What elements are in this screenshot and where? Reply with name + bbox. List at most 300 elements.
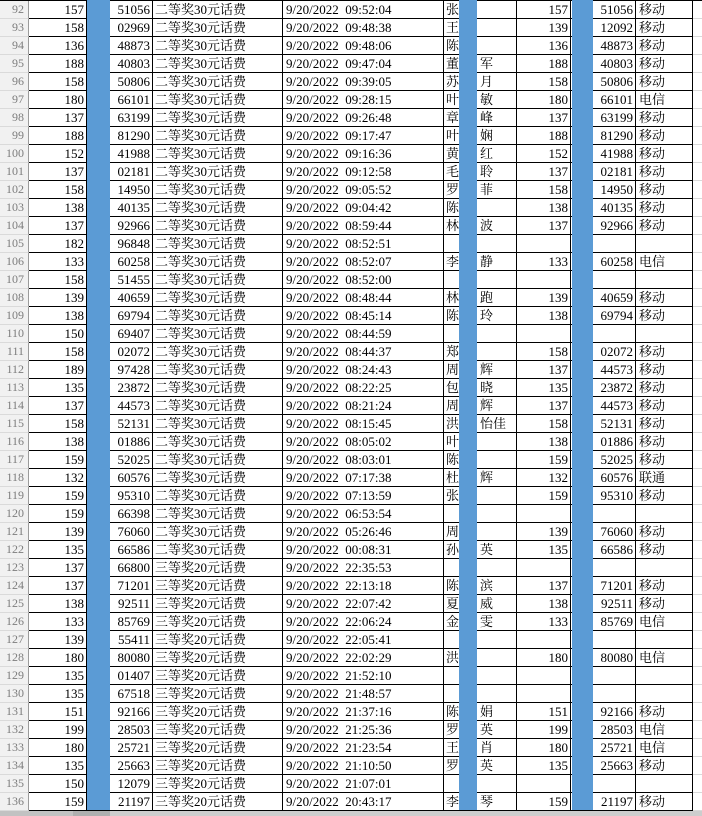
cell-prize[interactable]: 二等奖30元话费 — [153, 55, 283, 73]
cell-phone-prefix[interactable]: 180 — [517, 739, 571, 757]
cell-carrier[interactable]: 移动 — [636, 73, 693, 91]
cell-phone-prefix[interactable]: 132 — [517, 469, 571, 487]
cell-lottery-suffix[interactable]: 95310 — [87, 487, 153, 505]
cell-lottery-suffix[interactable]: 66586 — [87, 541, 153, 559]
cell-phone-suffix[interactable]: 60576 — [571, 469, 636, 487]
cell-phone-prefix[interactable]: 138 — [517, 307, 571, 325]
cell-datetime[interactable]: 9/20/2022 09:16:36 — [283, 145, 444, 163]
cell-prize[interactable]: 二等奖30元话费 — [153, 271, 283, 289]
row-header[interactable]: 93 — [0, 19, 29, 37]
cell-lottery-prefix[interactable]: 139 — [29, 523, 87, 541]
cell-prize[interactable]: 二等奖30元话费 — [153, 487, 283, 505]
cell-prize[interactable]: 二等奖30元话费 — [153, 523, 283, 541]
row-header[interactable]: 102 — [0, 181, 29, 199]
cell-empty[interactable] — [693, 649, 702, 667]
cell-winner-name[interactable] — [444, 199, 517, 217]
row-header[interactable]: 125 — [0, 595, 29, 613]
cell-prize[interactable]: 二等奖30元话费 — [153, 505, 283, 523]
cell-prize[interactable]: 二等奖30元话费 — [153, 181, 283, 199]
row-header[interactable]: 101 — [0, 163, 29, 181]
cell-prize[interactable]: 三等奖20元话费 — [153, 721, 283, 739]
cell-lottery-prefix[interactable]: 182 — [29, 235, 87, 253]
row-header[interactable]: 95 — [0, 55, 29, 73]
cell-datetime[interactable]: 9/20/2022 08:52:51 — [283, 235, 444, 253]
cell-lottery-suffix[interactable]: 25721 — [87, 739, 153, 757]
cell-winner-name[interactable] — [444, 217, 517, 235]
cell-lottery-prefix[interactable]: 137 — [29, 577, 87, 595]
cell-lottery-prefix[interactable]: 138 — [29, 199, 87, 217]
row-header[interactable]: 104 — [0, 217, 29, 235]
cell-lottery-suffix[interactable]: 85769 — [87, 613, 153, 631]
cell-lottery-prefix[interactable]: 135 — [29, 379, 87, 397]
cell-empty[interactable] — [693, 307, 702, 325]
cell-winner-name[interactable] — [444, 397, 517, 415]
cell-lottery-prefix[interactable]: 188 — [29, 55, 87, 73]
cell-prize[interactable]: 二等奖30元话费 — [153, 217, 283, 235]
cell-winner-name[interactable] — [444, 631, 517, 649]
cell-lottery-prefix[interactable]: 136 — [29, 37, 87, 55]
cell-datetime[interactable]: 9/20/2022 20:43:17 — [283, 793, 444, 811]
cell-winner-name[interactable] — [444, 73, 517, 91]
cell-phone-prefix[interactable]: 159 — [517, 451, 571, 469]
cell-lottery-suffix[interactable]: 63199 — [87, 109, 153, 127]
cell-winner-name[interactable] — [444, 577, 517, 595]
cell-winner-name[interactable] — [444, 541, 517, 559]
cell-prize[interactable]: 二等奖30元话费 — [153, 433, 283, 451]
cell-phone-prefix[interactable]: 133 — [517, 253, 571, 271]
cell-carrier[interactable] — [636, 559, 693, 577]
cell-empty[interactable] — [693, 361, 702, 379]
cell-carrier[interactable] — [636, 235, 693, 253]
cell-phone-prefix[interactable]: 135 — [517, 379, 571, 397]
cell-empty[interactable] — [693, 613, 702, 631]
cell-phone-prefix[interactable]: 159 — [517, 793, 571, 811]
cell-prize[interactable]: 三等奖20元话费 — [153, 559, 283, 577]
cell-empty[interactable] — [693, 631, 702, 649]
cell-phone-prefix[interactable]: 158 — [517, 415, 571, 433]
cell-datetime[interactable]: 9/20/2022 21:25:36 — [283, 721, 444, 739]
cell-empty[interactable] — [693, 145, 702, 163]
cell-lottery-prefix[interactable]: 151 — [29, 703, 87, 721]
cell-datetime[interactable]: 9/20/2022 09:05:52 — [283, 181, 444, 199]
cell-lottery-prefix[interactable]: 158 — [29, 19, 87, 37]
cell-lottery-prefix[interactable]: 158 — [29, 181, 87, 199]
cell-datetime[interactable]: 9/20/2022 09:48:38 — [283, 19, 444, 37]
cell-prize[interactable]: 二等奖30元话费 — [153, 163, 283, 181]
cell-empty[interactable] — [693, 757, 702, 775]
cell-carrier[interactable]: 移动 — [636, 703, 693, 721]
row-header[interactable]: 120 — [0, 505, 29, 523]
cell-carrier[interactable]: 移动 — [636, 109, 693, 127]
row-header[interactable]: 97 — [0, 91, 29, 109]
cell-prize[interactable]: 二等奖30元话费 — [153, 343, 283, 361]
cell-carrier[interactable]: 移动 — [636, 145, 693, 163]
cell-lottery-suffix[interactable]: 66398 — [87, 505, 153, 523]
cell-empty[interactable] — [693, 721, 702, 739]
row-header[interactable]: 96 — [0, 73, 29, 91]
cell-datetime[interactable]: 9/20/2022 07:13:59 — [283, 487, 444, 505]
cell-carrier[interactable]: 移动 — [636, 307, 693, 325]
cell-datetime[interactable]: 9/20/2022 21:48:57 — [283, 685, 444, 703]
cell-lottery-prefix[interactable]: 137 — [29, 163, 87, 181]
cell-winner-name[interactable] — [444, 721, 517, 739]
cell-phone-suffix[interactable]: 40135 — [571, 199, 636, 217]
cell-phone-suffix[interactable]: 28503 — [571, 721, 636, 739]
cell-lottery-suffix[interactable]: 51455 — [87, 271, 153, 289]
cell-empty[interactable] — [693, 667, 702, 685]
cell-phone-suffix[interactable]: 21197 — [571, 793, 636, 811]
cell-prize[interactable]: 二等奖30元话费 — [153, 451, 283, 469]
cell-winner-name[interactable] — [444, 505, 517, 523]
cell-phone-prefix[interactable]: 180 — [517, 91, 571, 109]
cell-phone-suffix[interactable]: 44573 — [571, 397, 636, 415]
cell-prize[interactable]: 三等奖20元话费 — [153, 577, 283, 595]
cell-empty[interactable] — [693, 379, 702, 397]
cell-winner-name[interactable] — [444, 649, 517, 667]
cell-lottery-suffix[interactable]: 96848 — [87, 235, 153, 253]
cell-empty[interactable] — [693, 595, 702, 613]
cell-lottery-suffix[interactable]: 28503 — [87, 721, 153, 739]
cell-datetime[interactable]: 9/20/2022 08:44:59 — [283, 325, 444, 343]
cell-winner-name[interactable] — [444, 271, 517, 289]
cell-phone-prefix[interactable] — [517, 685, 571, 703]
cell-lottery-suffix[interactable]: 48873 — [87, 37, 153, 55]
cell-winner-name[interactable] — [444, 667, 517, 685]
cell-phone-suffix[interactable]: 23872 — [571, 379, 636, 397]
cell-empty[interactable] — [693, 703, 702, 721]
cell-lottery-suffix[interactable]: 92966 — [87, 217, 153, 235]
cell-winner-name[interactable] — [444, 325, 517, 343]
cell-empty[interactable] — [693, 577, 702, 595]
cell-carrier[interactable] — [636, 631, 693, 649]
row-header[interactable]: 135 — [0, 775, 29, 793]
cell-datetime[interactable]: 9/20/2022 08:05:02 — [283, 433, 444, 451]
cell-phone-suffix[interactable]: 85769 — [571, 613, 636, 631]
cell-lottery-prefix[interactable]: 135 — [29, 667, 87, 685]
cell-empty[interactable] — [693, 415, 702, 433]
cell-lottery-suffix[interactable]: 12079 — [87, 775, 153, 793]
cell-phone-prefix[interactable]: 137 — [517, 577, 571, 595]
cell-prize[interactable]: 三等奖20元话费 — [153, 739, 283, 757]
scrollbar-thumb-segment[interactable] — [73, 811, 110, 816]
cell-lottery-prefix[interactable]: 135 — [29, 685, 87, 703]
cell-carrier[interactable]: 移动 — [636, 199, 693, 217]
cell-carrier[interactable] — [636, 325, 693, 343]
cell-empty[interactable] — [693, 217, 702, 235]
cell-phone-suffix[interactable]: 25663 — [571, 757, 636, 775]
cell-winner-name[interactable] — [444, 307, 517, 325]
cell-carrier[interactable]: 移动 — [636, 19, 693, 37]
cell-lottery-prefix[interactable]: 158 — [29, 415, 87, 433]
cell-lottery-prefix[interactable]: 133 — [29, 253, 87, 271]
cell-lottery-prefix[interactable]: 139 — [29, 631, 87, 649]
cell-datetime[interactable]: 9/20/2022 22:07:42 — [283, 595, 444, 613]
cell-prize[interactable]: 二等奖30元话费 — [153, 469, 283, 487]
cell-phone-suffix[interactable]: 66101 — [571, 91, 636, 109]
cell-winner-name[interactable] — [444, 415, 517, 433]
cell-lottery-suffix[interactable]: 44573 — [87, 397, 153, 415]
cell-phone-prefix[interactable]: 135 — [517, 541, 571, 559]
cell-lottery-prefix[interactable]: 158 — [29, 271, 87, 289]
cell-phone-suffix[interactable]: 63199 — [571, 109, 636, 127]
cell-phone-suffix[interactable]: 01886 — [571, 433, 636, 451]
cell-lottery-prefix[interactable]: 158 — [29, 343, 87, 361]
cell-lottery-prefix[interactable]: 158 — [29, 73, 87, 91]
cell-winner-name[interactable] — [444, 379, 517, 397]
cell-datetime[interactable]: 9/20/2022 09:26:48 — [283, 109, 444, 127]
cell-phone-suffix[interactable]: 95310 — [571, 487, 636, 505]
cell-empty[interactable] — [693, 469, 702, 487]
cell-winner-name[interactable] — [444, 37, 517, 55]
cell-phone-suffix[interactable]: 92511 — [571, 595, 636, 613]
cell-lottery-suffix[interactable]: 60576 — [87, 469, 153, 487]
cell-empty[interactable] — [693, 433, 702, 451]
cell-winner-name[interactable] — [444, 91, 517, 109]
cell-datetime[interactable]: 9/20/2022 21:07:01 — [283, 775, 444, 793]
cell-phone-prefix[interactable]: 188 — [517, 127, 571, 145]
cell-carrier[interactable]: 联通 — [636, 469, 693, 487]
cell-lottery-prefix[interactable]: 150 — [29, 325, 87, 343]
cell-lottery-prefix[interactable]: 152 — [29, 145, 87, 163]
cell-datetime[interactable]: 9/20/2022 08:24:43 — [283, 361, 444, 379]
cell-phone-prefix[interactable]: 188 — [517, 55, 571, 73]
cell-empty[interactable] — [693, 1, 702, 19]
cell-prize[interactable]: 二等奖30元话费 — [153, 541, 283, 559]
cell-carrier[interactable]: 移动 — [636, 217, 693, 235]
cell-phone-suffix[interactable]: 60258 — [571, 253, 636, 271]
cell-datetime[interactable]: 9/20/2022 21:10:50 — [283, 757, 444, 775]
cell-carrier[interactable] — [636, 667, 693, 685]
cell-winner-name[interactable] — [444, 469, 517, 487]
cell-phone-suffix[interactable]: 80080 — [571, 649, 636, 667]
row-header[interactable]: 132 — [0, 721, 29, 739]
row-header[interactable]: 99 — [0, 127, 29, 145]
cell-phone-suffix[interactable]: 66586 — [571, 541, 636, 559]
cell-phone-suffix[interactable]: 52131 — [571, 415, 636, 433]
cell-carrier[interactable]: 电信 — [636, 613, 693, 631]
cell-carrier[interactable]: 移动 — [636, 361, 693, 379]
cell-empty[interactable] — [693, 793, 702, 811]
cell-phone-prefix[interactable]: 152 — [517, 145, 571, 163]
cell-prize[interactable]: 二等奖30元话费 — [153, 253, 283, 271]
cell-lottery-prefix[interactable]: 138 — [29, 433, 87, 451]
cell-datetime[interactable]: 9/20/2022 22:06:24 — [283, 613, 444, 631]
cell-phone-suffix[interactable]: 51056 — [571, 1, 636, 19]
cell-datetime[interactable]: 9/20/2022 08:59:44 — [283, 217, 444, 235]
cell-prize[interactable]: 二等奖30元话费 — [153, 325, 283, 343]
row-header[interactable]: 94 — [0, 37, 29, 55]
cell-empty[interactable] — [693, 775, 702, 793]
cell-empty[interactable] — [693, 19, 702, 37]
cell-lottery-prefix[interactable]: 139 — [29, 289, 87, 307]
cell-datetime[interactable]: 9/20/2022 09:12:58 — [283, 163, 444, 181]
cell-phone-suffix[interactable]: 48873 — [571, 37, 636, 55]
cell-empty[interactable] — [693, 325, 702, 343]
cell-prize[interactable]: 二等奖30元话费 — [153, 307, 283, 325]
cell-lottery-suffix[interactable]: 80080 — [87, 649, 153, 667]
cell-empty[interactable] — [693, 343, 702, 361]
cell-phone-prefix[interactable] — [517, 775, 571, 793]
cell-lottery-suffix[interactable]: 14950 — [87, 181, 153, 199]
row-header[interactable]: 98 — [0, 109, 29, 127]
cell-carrier[interactable]: 移动 — [636, 793, 693, 811]
cell-winner-name[interactable] — [444, 127, 517, 145]
cell-empty[interactable] — [693, 253, 702, 271]
cell-empty[interactable] — [693, 91, 702, 109]
cell-empty[interactable] — [693, 55, 702, 73]
row-header[interactable]: 128 — [0, 649, 29, 667]
cell-carrier[interactable]: 移动 — [636, 541, 693, 559]
cell-lottery-suffix[interactable]: 69407 — [87, 325, 153, 343]
cell-datetime[interactable]: 9/20/2022 22:13:18 — [283, 577, 444, 595]
cell-datetime[interactable]: 9/20/2022 09:47:04 — [283, 55, 444, 73]
row-header[interactable]: 123 — [0, 559, 29, 577]
cell-phone-suffix[interactable]: 25721 — [571, 739, 636, 757]
cell-winner-name[interactable] — [444, 793, 517, 811]
cell-lottery-prefix[interactable]: 159 — [29, 487, 87, 505]
cell-carrier[interactable]: 电信 — [636, 649, 693, 667]
cell-lottery-suffix[interactable]: 21197 — [87, 793, 153, 811]
cell-prize[interactable]: 三等奖20元话费 — [153, 685, 283, 703]
cell-carrier[interactable] — [636, 775, 693, 793]
row-header[interactable]: 121 — [0, 523, 29, 541]
row-header[interactable]: 100 — [0, 145, 29, 163]
cell-lottery-prefix[interactable]: 180 — [29, 91, 87, 109]
cell-carrier[interactable] — [636, 271, 693, 289]
cell-lottery-prefix[interactable]: 135 — [29, 541, 87, 559]
cell-datetime[interactable]: 9/20/2022 08:52:07 — [283, 253, 444, 271]
cell-lottery-prefix[interactable]: 188 — [29, 127, 87, 145]
cell-prize[interactable]: 三等奖20元话费 — [153, 703, 283, 721]
cell-carrier[interactable]: 移动 — [636, 379, 693, 397]
cell-datetime[interactable]: 9/20/2022 09:17:47 — [283, 127, 444, 145]
row-header[interactable]: 127 — [0, 631, 29, 649]
cell-datetime[interactable]: 9/20/2022 06:53:54 — [283, 505, 444, 523]
cell-phone-suffix[interactable]: 81290 — [571, 127, 636, 145]
cell-lottery-suffix[interactable]: 50806 — [87, 73, 153, 91]
cell-phone-prefix[interactable]: 137 — [517, 217, 571, 235]
cell-datetime[interactable]: 9/20/2022 21:23:54 — [283, 739, 444, 757]
cell-lottery-suffix[interactable]: 76060 — [87, 523, 153, 541]
row-header[interactable]: 117 — [0, 451, 29, 469]
cell-phone-prefix[interactable]: 138 — [517, 199, 571, 217]
cell-phone-suffix[interactable]: 02072 — [571, 343, 636, 361]
cell-phone-prefix[interactable]: 133 — [517, 613, 571, 631]
row-header[interactable]: 133 — [0, 739, 29, 757]
cell-winner-name[interactable] — [444, 451, 517, 469]
cell-datetime[interactable]: 9/20/2022 08:45:14 — [283, 307, 444, 325]
cell-datetime[interactable]: 9/20/2022 09:28:15 — [283, 91, 444, 109]
cell-lottery-prefix[interactable]: 138 — [29, 307, 87, 325]
cell-prize[interactable]: 二等奖30元话费 — [153, 415, 283, 433]
row-header[interactable]: 112 — [0, 361, 29, 379]
row-header[interactable]: 103 — [0, 199, 29, 217]
cell-lottery-suffix[interactable]: 41988 — [87, 145, 153, 163]
cell-datetime[interactable]: 9/20/2022 08:22:25 — [283, 379, 444, 397]
cell-prize[interactable]: 二等奖30元话费 — [153, 289, 283, 307]
cell-lottery-prefix[interactable]: 157 — [29, 1, 87, 19]
cell-lottery-suffix[interactable]: 92511 — [87, 595, 153, 613]
cell-empty[interactable] — [693, 235, 702, 253]
cell-lottery-suffix[interactable]: 55411 — [87, 631, 153, 649]
cell-winner-name[interactable] — [444, 253, 517, 271]
cell-phone-prefix[interactable]: 138 — [517, 433, 571, 451]
cell-phone-prefix[interactable]: 151 — [517, 703, 571, 721]
cell-phone-prefix[interactable] — [517, 631, 571, 649]
cell-prize[interactable]: 三等奖20元话费 — [153, 775, 283, 793]
cell-phone-suffix[interactable]: 14950 — [571, 181, 636, 199]
cell-empty[interactable] — [693, 451, 702, 469]
cell-lottery-prefix[interactable]: 180 — [29, 649, 87, 667]
row-header[interactable]: 110 — [0, 325, 29, 343]
cell-prize[interactable]: 二等奖30元话费 — [153, 235, 283, 253]
cell-datetime[interactable]: 9/20/2022 22:02:29 — [283, 649, 444, 667]
cell-phone-suffix[interactable]: 69794 — [571, 307, 636, 325]
cell-prize[interactable]: 二等奖30元话费 — [153, 1, 283, 19]
cell-carrier[interactable]: 移动 — [636, 289, 693, 307]
cell-carrier[interactable]: 移动 — [636, 415, 693, 433]
cell-empty[interactable] — [693, 685, 702, 703]
cell-datetime[interactable]: 9/20/2022 09:52:04 — [283, 1, 444, 19]
cell-lottery-suffix[interactable]: 51056 — [87, 1, 153, 19]
cell-lottery-suffix[interactable]: 60258 — [87, 253, 153, 271]
row-header[interactable]: 92 — [0, 1, 29, 19]
cell-lottery-suffix[interactable]: 66800 — [87, 559, 153, 577]
cell-winner-name[interactable] — [444, 1, 517, 19]
cell-phone-suffix[interactable]: 52025 — [571, 451, 636, 469]
row-header[interactable]: 122 — [0, 541, 29, 559]
cell-prize[interactable]: 二等奖30元话费 — [153, 73, 283, 91]
cell-carrier[interactable]: 移动 — [636, 181, 693, 199]
cell-datetime[interactable]: 9/20/2022 08:44:37 — [283, 343, 444, 361]
cell-phone-prefix[interactable] — [517, 667, 571, 685]
cell-phone-prefix[interactable]: 138 — [517, 595, 571, 613]
row-header[interactable]: 119 — [0, 487, 29, 505]
cell-prize[interactable]: 二等奖30元话费 — [153, 199, 283, 217]
cell-lottery-prefix[interactable]: 159 — [29, 793, 87, 811]
cell-datetime[interactable]: 9/20/2022 07:17:38 — [283, 469, 444, 487]
cell-phone-prefix[interactable]: 135 — [517, 757, 571, 775]
cell-lottery-suffix[interactable]: 92166 — [87, 703, 153, 721]
cell-winner-name[interactable] — [444, 163, 517, 181]
cell-phone-suffix[interactable]: 76060 — [571, 523, 636, 541]
cell-carrier[interactable] — [636, 505, 693, 523]
cell-prize[interactable]: 二等奖30元话费 — [153, 361, 283, 379]
cell-datetime[interactable]: 9/20/2022 08:21:24 — [283, 397, 444, 415]
cell-prize[interactable]: 二等奖30元话费 — [153, 145, 283, 163]
cell-carrier[interactable] — [636, 685, 693, 703]
cell-carrier[interactable]: 移动 — [636, 343, 693, 361]
cell-carrier[interactable]: 移动 — [636, 523, 693, 541]
cell-phone-suffix[interactable]: 12092 — [571, 19, 636, 37]
cell-empty[interactable] — [693, 559, 702, 577]
cell-phone-prefix[interactable] — [517, 559, 571, 577]
cell-phone-prefix[interactable]: 137 — [517, 163, 571, 181]
cell-empty[interactable] — [693, 541, 702, 559]
cell-lottery-suffix[interactable]: 69794 — [87, 307, 153, 325]
cell-datetime[interactable]: 9/20/2022 08:52:00 — [283, 271, 444, 289]
cell-lottery-suffix[interactable]: 01407 — [87, 667, 153, 685]
cell-phone-suffix[interactable]: 40803 — [571, 55, 636, 73]
cell-lottery-prefix[interactable]: 137 — [29, 217, 87, 235]
cell-carrier[interactable]: 移动 — [636, 451, 693, 469]
cell-lottery-prefix[interactable]: 135 — [29, 757, 87, 775]
cell-carrier[interactable]: 电信 — [636, 253, 693, 271]
cell-lottery-prefix[interactable]: 199 — [29, 721, 87, 739]
cell-lottery-suffix[interactable]: 23872 — [87, 379, 153, 397]
row-header[interactable]: 105 — [0, 235, 29, 253]
cell-phone-prefix[interactable]: 137 — [517, 361, 571, 379]
